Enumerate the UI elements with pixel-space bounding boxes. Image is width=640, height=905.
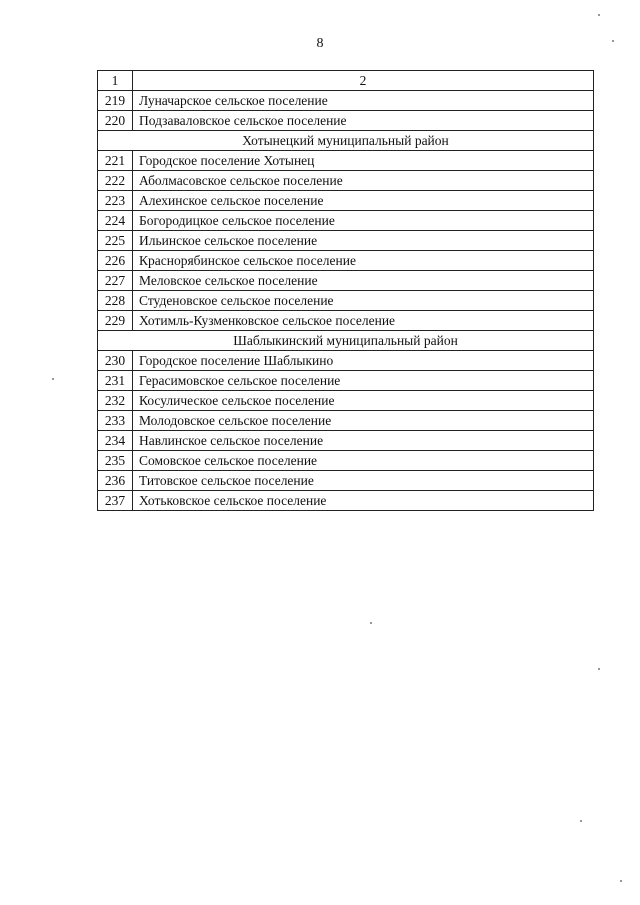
settlement-name: Аболмасовское сельское поселение	[133, 171, 594, 191]
header-col-1: 1	[98, 71, 133, 91]
table-row	[98, 471, 594, 491]
settlement-name: Ильинское сельское поселение	[133, 231, 594, 251]
table-header-row	[98, 71, 594, 91]
table-row	[98, 391, 594, 411]
table-row	[98, 211, 594, 231]
settlement-name: Хотимль-Кузменковское сельское поселение	[133, 311, 594, 331]
row-number: 228	[98, 291, 133, 311]
settlement-name: Луначарское сельское поселение	[133, 91, 594, 111]
section-title: Хотынецкий муниципальный район	[98, 131, 594, 151]
settlement-name: Косулическое сельское поселение	[133, 391, 594, 411]
row-number: 229	[98, 311, 133, 331]
table-row	[98, 451, 594, 471]
section-row	[98, 331, 594, 351]
settlement-name: Студеновское сельское поселение	[133, 291, 594, 311]
table-row	[98, 271, 594, 291]
settlement-name: Хотьковское сельское поселение	[133, 491, 594, 511]
table-row	[98, 431, 594, 451]
settlements-table	[97, 70, 594, 511]
table-row	[98, 231, 594, 251]
table-row	[98, 411, 594, 431]
table-row	[98, 151, 594, 171]
scan-speck	[598, 668, 600, 670]
settlement-name: Сомовское сельское поселение	[133, 451, 594, 471]
scan-speck	[598, 14, 600, 16]
row-number: 219	[98, 91, 133, 111]
settlement-name: Навлинское сельское поселение	[133, 431, 594, 451]
scan-speck	[612, 40, 614, 42]
table-row	[98, 311, 594, 331]
scan-speck	[580, 820, 582, 822]
table-row	[98, 171, 594, 191]
row-number: 233	[98, 411, 133, 431]
row-number: 225	[98, 231, 133, 251]
scan-speck	[620, 880, 622, 882]
table-row	[98, 111, 594, 131]
row-number: 230	[98, 351, 133, 371]
settlement-name: Молодовское сельское поселение	[133, 411, 594, 431]
row-number: 226	[98, 251, 133, 271]
row-number: 232	[98, 391, 133, 411]
row-number: 236	[98, 471, 133, 491]
row-number: 224	[98, 211, 133, 231]
table-row	[98, 351, 594, 371]
settlement-name: Краснорябинское сельское поселение	[133, 251, 594, 271]
table-row	[98, 191, 594, 211]
table-row	[98, 91, 594, 111]
header-col-2: 2	[133, 71, 594, 91]
scan-speck	[370, 622, 372, 624]
section-row	[98, 131, 594, 151]
row-number: 223	[98, 191, 133, 211]
settlement-name: Алехинское сельское поселение	[133, 191, 594, 211]
section-title: Шаблыкинский муниципальный район	[98, 331, 594, 351]
settlement-name: Городское поселение Хотынец	[133, 151, 594, 171]
table-body	[98, 71, 594, 511]
settlement-name: Герасимовское сельское поселение	[133, 371, 594, 391]
settlement-name: Меловское сельское поселение	[133, 271, 594, 291]
page-number: 8	[316, 36, 324, 51]
row-number: 234	[98, 431, 133, 451]
row-number: 231	[98, 371, 133, 391]
scan-speck	[52, 378, 54, 380]
row-number: 227	[98, 271, 133, 291]
row-number: 220	[98, 111, 133, 131]
row-number: 221	[98, 151, 133, 171]
settlement-name: Подзаваловское сельское поселение	[133, 111, 594, 131]
row-number: 237	[98, 491, 133, 511]
table-row	[98, 291, 594, 311]
table-row	[98, 371, 594, 391]
table-row	[98, 251, 594, 271]
row-number: 222	[98, 171, 133, 191]
settlement-name: Богородицкое сельское поселение	[133, 211, 594, 231]
table-row	[98, 491, 594, 511]
row-number: 235	[98, 451, 133, 471]
settlement-name: Титовское сельское поселение	[133, 471, 594, 491]
settlement-name: Городское поселение Шаблыкино	[133, 351, 594, 371]
